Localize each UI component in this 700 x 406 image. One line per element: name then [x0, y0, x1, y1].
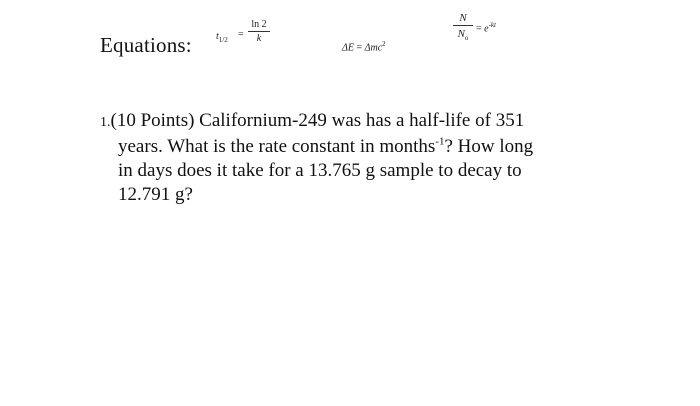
problem-line-3: in days does it take for a 13.765 g sample to decay to [118, 160, 522, 181]
fraction-denominator: k [256, 33, 262, 44]
problem-number: 1. [100, 115, 111, 130]
equals-sign: = [238, 29, 244, 40]
problem-1 [100, 109, 600, 207]
problem-line-2: years. What is the rate constant in months$^{-1}$? How long [118, 135, 534, 157]
half-life-fraction [248, 19, 270, 44]
problem-line-1: 1.(10 Points) Californium-249 was has a half-life of 351 [100, 110, 525, 131]
half-life-equation [216, 17, 276, 57]
fraction-denominator: $N_o$ [457, 28, 469, 43]
mass-energy-equation: ΔE = Δmc$^2$ [342, 40, 386, 54]
fraction-numerator: N [453, 12, 473, 26]
half-life-lhs: $t_{1/2}$ [216, 31, 228, 44]
equations-label: Equations: [100, 33, 192, 57]
decay-rhs: = $e^{-kt}$ [476, 21, 496, 35]
problem-line-4: 12.791 g? [118, 184, 193, 205]
decay-equation [453, 12, 523, 56]
fraction-numerator: ln 2 [248, 19, 270, 32]
decay-fraction [453, 12, 473, 42]
